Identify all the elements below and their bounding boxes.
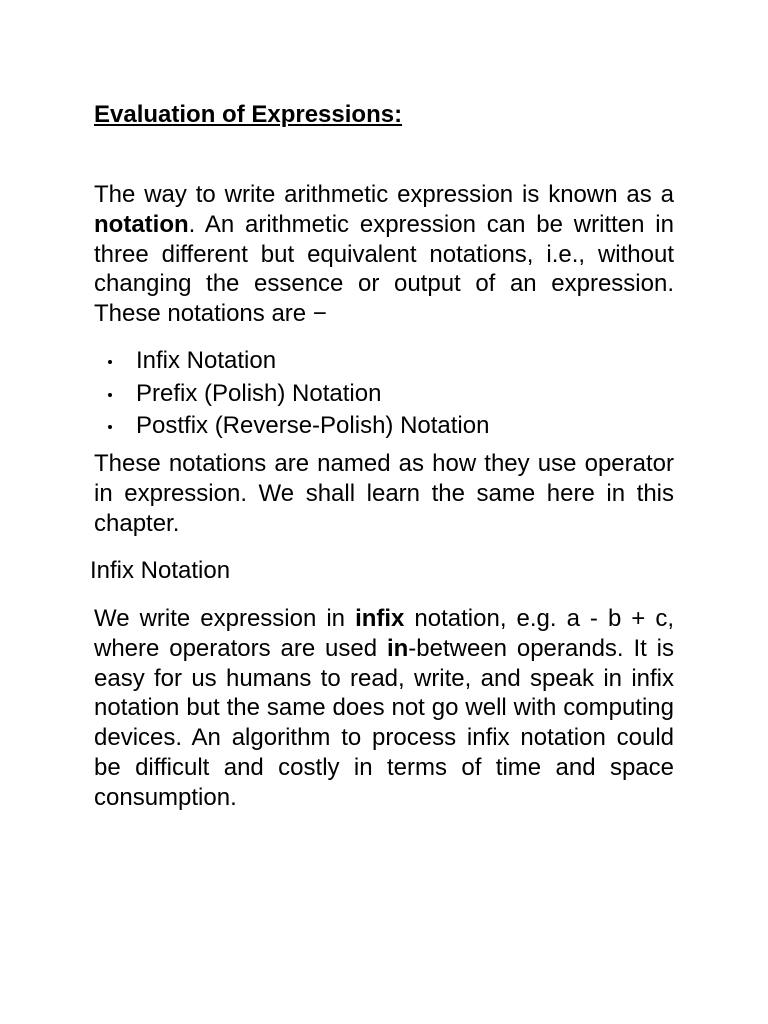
infix-text-3: -between operands. It is easy for us humans to read, write, and speak in infix notation but the same does not go well with computing devices. An algorithm to process infix notation could be difficult and costly in terms of time and space consumption. [94, 634, 674, 811]
bullet-dot-icon [108, 360, 112, 364]
usage-paragraph: These notations are named as how they use operator in expression. We shall learn the same here in this chapter. [94, 450, 674, 537]
list-item-label: Prefix (Polish) Notation [136, 379, 382, 407]
infix-paragraph [94, 604, 674, 813]
notation-term: notation [94, 210, 189, 238]
intro-text-start: The way to write arithmetic expression is known as a [94, 181, 674, 208]
bullet-dot-icon [108, 425, 112, 429]
list-item-label: Infix Notation [136, 347, 277, 374]
list-item-label: Postfix (Reverse-Polish) Notation [136, 412, 490, 440]
infix-text-2: notation, e.g. a - b + c, where operators are used [94, 605, 675, 662]
bullet-dot-icon [108, 393, 112, 397]
list-item [108, 345, 489, 378]
page-title: Evaluation of Expressions: [94, 101, 403, 128]
notation-list [108, 345, 489, 443]
list-item [108, 410, 489, 443]
infix-term: infix [355, 605, 405, 632]
in-term: in [386, 634, 409, 662]
intro-paragraph [94, 180, 674, 329]
infix-heading: Infix Notation [90, 557, 231, 584]
list-item [108, 378, 489, 411]
intro-text-end: . An arithmetic expression can be written in three different but equivalent notations, i.e., without changing the essence or output of an expression. These notations are − [94, 210, 674, 328]
infix-text-1: We write expression in [94, 605, 356, 632]
